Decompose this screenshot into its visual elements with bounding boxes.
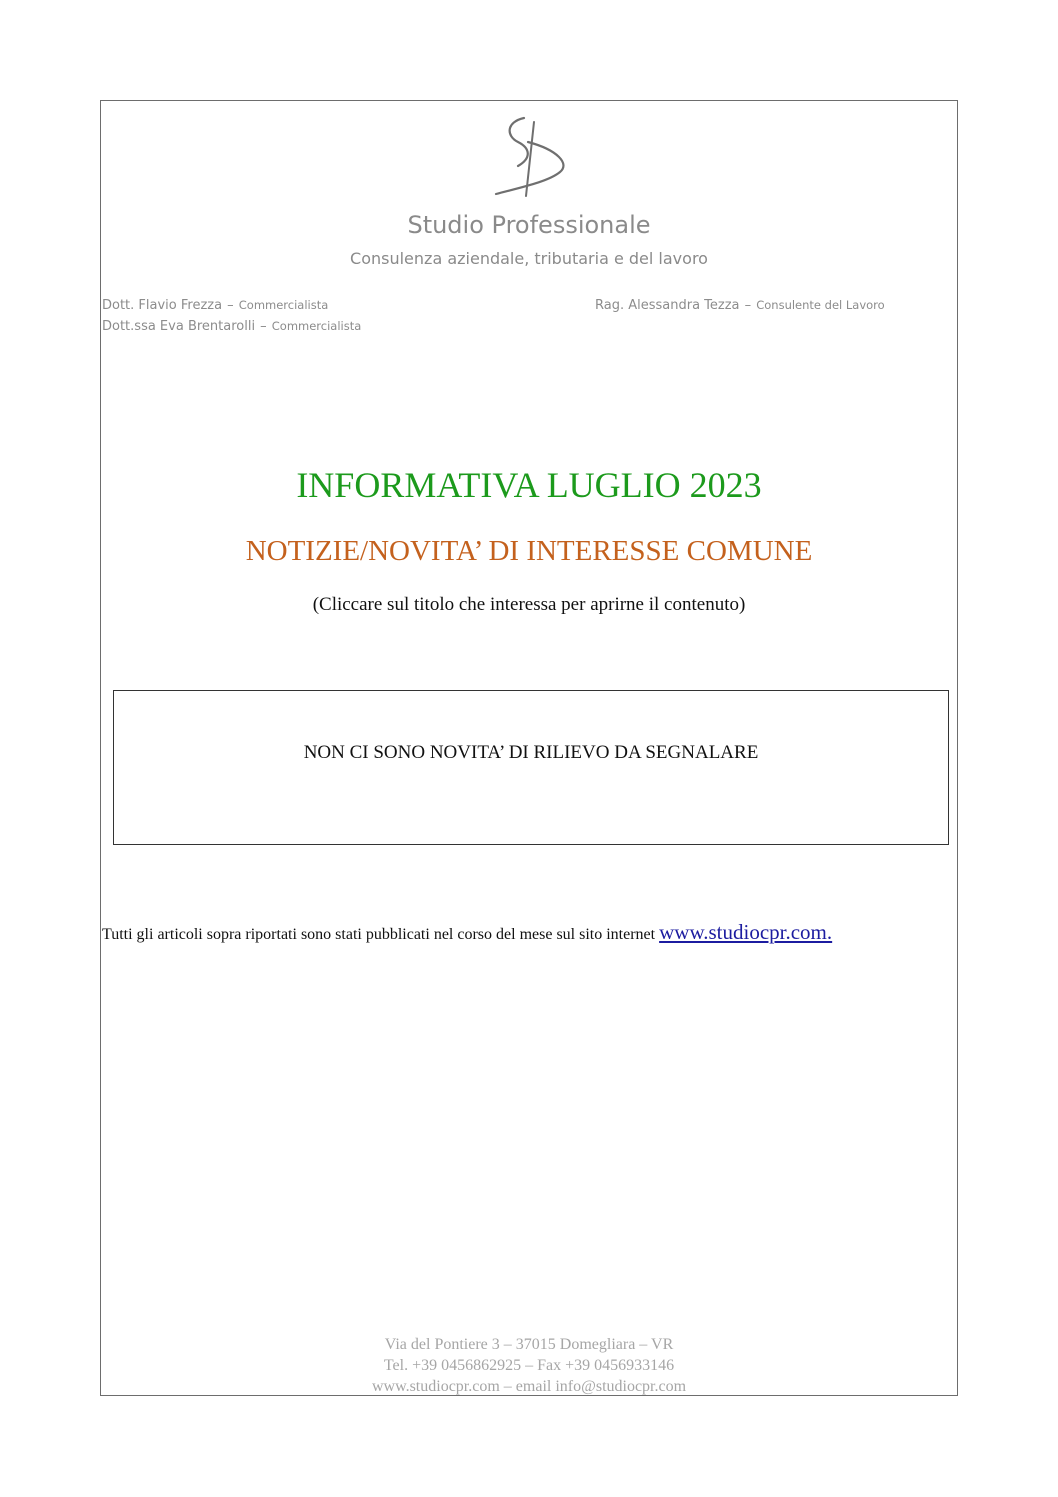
document-subtitle: NOTIZIE/NOVITA’ DI INTERESSE COMUNE xyxy=(245,535,813,567)
address-line: Via del Pontiere 3 – 37015 Domegliara – VR xyxy=(384,1336,674,1353)
notice-text: NON CI SONO NOVITA’ DI RILIEVO DA SEGNALARE xyxy=(303,742,759,763)
person-alessandra-tezza xyxy=(595,295,885,315)
contact-web-line: www.studiocpr.com – email info@studiocpr.com xyxy=(371,1378,687,1395)
person-role: Commercialista xyxy=(238,298,329,312)
person-eva-brentarolli xyxy=(102,316,361,336)
separator: – xyxy=(744,298,752,313)
person-name: Dott. Flavio Frezza xyxy=(102,298,223,313)
instruction-text: (Cliccare sul titolo che interessa per aprirne il contenuto) xyxy=(312,594,746,615)
studio-name: Studio Professionale xyxy=(407,211,651,239)
person-role: Consulente del Lavoro xyxy=(756,298,885,312)
separator: – xyxy=(227,298,234,313)
articles-note xyxy=(102,918,832,949)
articles-note-text: Tutti gli articoli sopra riportati sono stati pubblicati nel corso del mese sul sito internet xyxy=(102,926,656,943)
separator: – xyxy=(260,319,267,334)
person-name: Rag. Alessandra Tezza xyxy=(595,298,740,313)
person-name: Dott.ssa Eva Brentarolli xyxy=(102,319,256,334)
person-role: Commercialista xyxy=(271,319,362,333)
notice-box xyxy=(113,690,949,845)
person-flavio-frezza xyxy=(102,295,328,315)
studio-tagline: Consulenza aziendale, tributaria e del lavoro xyxy=(350,249,708,268)
document-title: INFORMATIVA LUGLIO 2023 xyxy=(296,465,762,505)
sp-monogram-logo xyxy=(488,112,572,198)
contact-phone-line: Tel. +39 0456862925 – Fax +39 0456933146 xyxy=(383,1357,675,1374)
website-link[interactable]: www.studiocpr.com. xyxy=(659,920,833,944)
